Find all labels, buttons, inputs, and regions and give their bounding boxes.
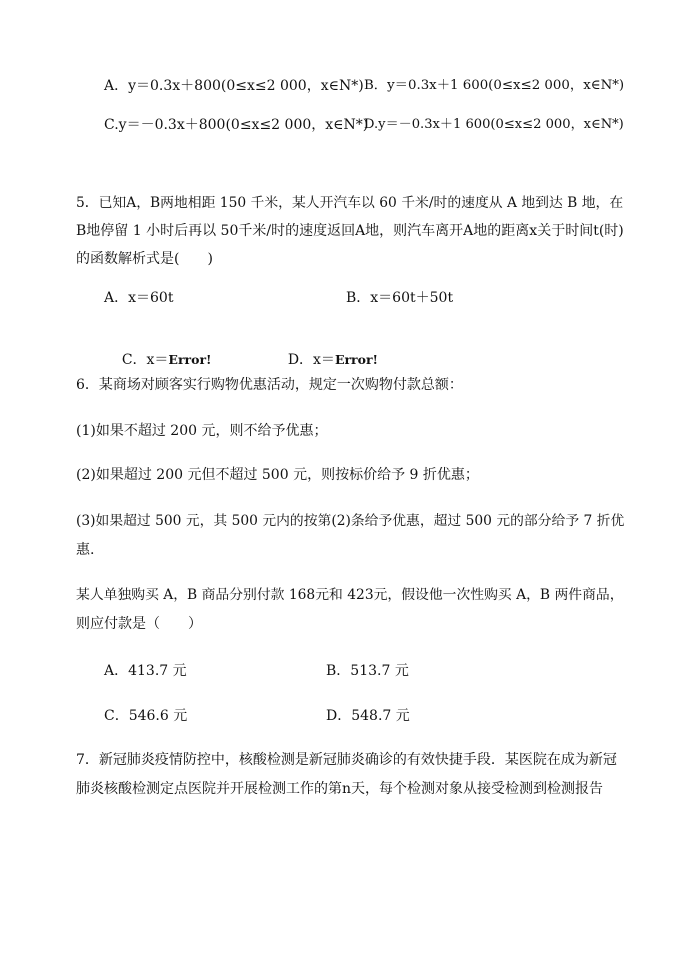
q6-rule-1: (1)如果不超过 200 元，则不给予优惠； [76,423,328,439]
q6-rule-2: (2)如果超过 200 元但不超过 500 元，则按标价给予 9 折优惠； [76,467,479,483]
q7-stem-line-1: 7．新冠肺炎疫情防控中，核酸检测是新冠肺炎确诊的有效快捷手段．某医院在成为新冠 [76,752,617,768]
q5-option-d-error: Error! [334,352,379,367]
q6-option-b[interactable]: B．513.7 元 [326,663,409,679]
q5-option-c-prefix: C．x＝ [121,352,169,368]
q6-stem-line-1: 6．某商场对顾客实行购物优惠活动，规定一次购物付款总额： [76,377,463,393]
q6-option-d[interactable]: D．548.7 元 [326,708,410,724]
q5-stem-line-2: B地停留 1 小时后再以 50千米/时的速度返回A地，则汽车离开A地的距离x关于时间t(时) [76,223,624,239]
q6-option-c[interactable]: C．546.6 元 [104,708,188,724]
q5-option-b[interactable]: B．x＝60t＋50t [346,290,454,306]
q6-option-a[interactable]: A．413.7 元 [104,663,187,679]
q6-rule-3-line-1: (3)如果超过 500 元，其 500 元内的按第(2)条给予优惠，超过 500 元的部分给予 7 折优 [76,513,625,529]
q5-option-d-prefix: D．x＝ [287,352,335,368]
q5-stem-line-3: 的函数解析式是( ) [76,251,213,267]
q4-option-d[interactable]: D.y＝－0.3x＋1 600(0≤x≤2 000，x∈N*) [364,117,624,132]
q5-stem-line-1: 5．已知A，B两地相距 150 千米，某人开汽车以 60 千米/时的速度从 A 地到达 B 地，在 [76,195,624,211]
q6-rule-3-line-2: 惠. [76,542,95,558]
q6-question-line-1: 某人单独购买 A，B 商品分别付款 168元和 423元，假设他一次性购买 A，B 两件商品， [76,587,624,603]
q5-option-a[interactable]: A．x＝60t [104,290,174,306]
q4-option-c[interactable]: C.y＝－0.3x＋800(0≤x≤2 000，x∈N*) [104,117,369,133]
q4-option-a[interactable]: A．y＝0.3x＋800(0≤x≤2 000，x∈N*) [104,78,364,94]
q7-stem-line-2: 肺炎核酸检测定点医院并开展检测工作的第n天，每个检测对象从接受检测到检测报告 [76,781,604,797]
q4-option-b[interactable]: B．y＝0.3x＋1 600(0≤x≤2 000，x∈N*) [364,78,625,93]
q6-question-line-2: 则应付款是（ ） [76,616,202,632]
q5-option-c-error: Error! [168,352,212,367]
